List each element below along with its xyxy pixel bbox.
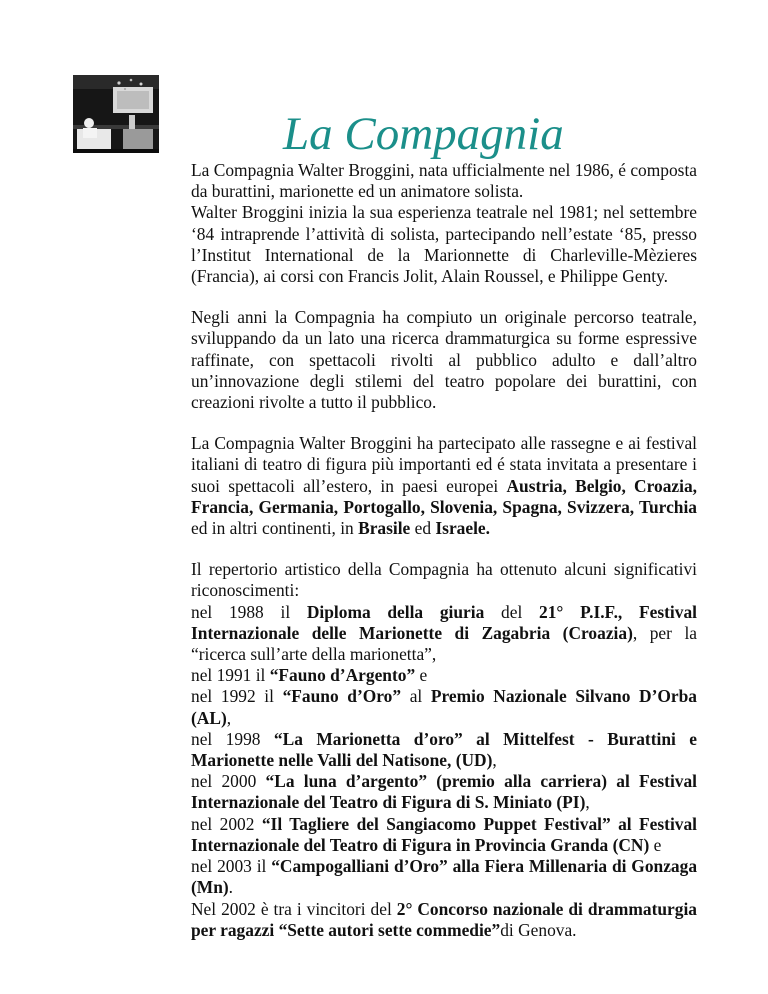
award-1991-prefix: nel 1991 il — [191, 665, 270, 686]
award-1991-name: “Fauno d’Argento” — [269, 665, 416, 686]
award-2002 — [191, 814, 697, 856]
award-1998 — [191, 729, 697, 771]
award-1998-prefix: nel 1998 — [191, 728, 274, 749]
award-1992 — [191, 686, 697, 728]
festivals-mid-text: ed in altri continenti, in — [191, 518, 359, 539]
european-countries: Austria, Belgio, Croazia, Francia, Germania, Portogallo, Slovenia, Spagna, Svizzera, Turchia — [191, 475, 697, 517]
award-1988-mid: del — [484, 601, 539, 622]
awards-intro: Il repertorio artistico della Compagnia ha ottenuto alcuni significativi riconoscimenti: — [191, 559, 697, 601]
stage-photo-image — [73, 75, 159, 153]
award-2000 — [191, 771, 697, 813]
award-2003-suffix: . — [228, 877, 234, 898]
award-2002-name: “Il Tagliere del Sangiacomo Puppet Festival” al Festival Internazionale del Teatro di Figura in Provincia Granda (CN) — [191, 813, 697, 855]
award-2003-name: “Campogalliani d’Oro” alla Fiera Millenaria di Gonzaga (Mn) — [191, 856, 698, 898]
journey-paragraph: Negli anni la Compagnia ha compiuto un originale percorso teatrale, sviluppando da un lato una ricerca drammaturgica su forme espressive raffinate, con spettacoli rivolti al pubblico adulto e dall’altro un’innovazione degli stilemi del teatro popolare dei burattini, con creazioni rivolte a tutto il pubblico. — [191, 307, 697, 413]
award-1988-prefix: nel 1988 il — [191, 601, 307, 622]
paragraph-gap — [191, 287, 697, 307]
festivals-text: La Compagnia Walter Broggini ha partecipato alle rassegne e ai festival italiani di teatro di figura più importanti ed é stata invitata a presentare i suoi spettacoli all’estero, in paesi europei — [191, 433, 697, 496]
award-2003-prefix: nel 2003 il — [191, 856, 272, 877]
award-1988-suffix: , per la “ricerca sull’arte della marionetta”, — [191, 622, 697, 665]
festivals-paragraph — [191, 433, 697, 539]
award-1992-mid: al — [401, 686, 431, 707]
award-1992-suffix: , — [226, 707, 232, 728]
drammaturgia-prefix: Nel 2002 è tra i vincitori del — [191, 898, 397, 919]
intro-paragraph-1: La Compagnia Walter Broggini, nata ufficialmente nel 1986, é composta da burattini, marionette ed un animatore solista. — [191, 160, 697, 202]
drammaturgia-suffix: di Genova. — [500, 919, 577, 940]
paragraph-gap — [191, 413, 697, 433]
award-2000-prefix: nel 2000 — [191, 771, 266, 792]
country-brasile: Brasile — [358, 518, 411, 539]
country-israele: Israele. — [435, 518, 490, 539]
drammaturgia-contest: 2° Concorso nazionale di drammaturgia per ragazzi “Sette autori sette commedie” — [191, 898, 697, 940]
header-photo — [73, 75, 159, 153]
award-2003 — [191, 856, 697, 898]
award-1998-name: “La Marionetta d’oro” al Mittelfest - Burattini e Marionette nelle Valli del Natisone, (UD) — [191, 728, 697, 771]
award-2000-name: “La luna d’argento” (premio alla carriera) al Festival Internazionale del Teatro di Figura di S. Miniato (PI) — [191, 771, 697, 813]
award-1991 — [191, 665, 697, 686]
document-body — [191, 160, 697, 941]
paragraph-gap — [191, 539, 697, 559]
conjunction-text: ed — [410, 518, 436, 539]
award-1992-name: “Fauno d’Oro” — [282, 686, 402, 707]
award-1992-prize: Premio Nazionale Silvano D’Orba (AL) — [191, 686, 698, 728]
award-2002-suffix: e — [649, 834, 662, 855]
award-1988 — [191, 602, 697, 666]
intro-paragraph-2: Walter Broggini inizia la sua esperienza teatrale nel 1981; nel settembre ‘84 intraprende l’attività di solista, partecipando nell’estate ‘85, presso l’Institut International de la Marionnette di Charleville-Mèzieres (Francia), ai corsi con Francis Jolit, Alain Roussel, e Philippe Genty. — [191, 202, 697, 287]
page-title: La Compagnia — [283, 108, 564, 160]
award-2000-suffix: , — [585, 792, 590, 813]
award-2002-prefix: nel 2002 — [191, 813, 262, 834]
award-1991-suffix: e — [415, 665, 428, 686]
award-1992-prefix: nel 1992 il — [191, 686, 283, 707]
award-1988-festival: 21° P.I.F., Festival Internazionale delle Marionette di Zagabria (Croazia) — [191, 601, 697, 643]
award-2002-drammaturgia — [191, 899, 697, 941]
award-1998-suffix: , — [492, 750, 497, 771]
award-1988-diploma: Diploma della giuria — [306, 601, 485, 622]
